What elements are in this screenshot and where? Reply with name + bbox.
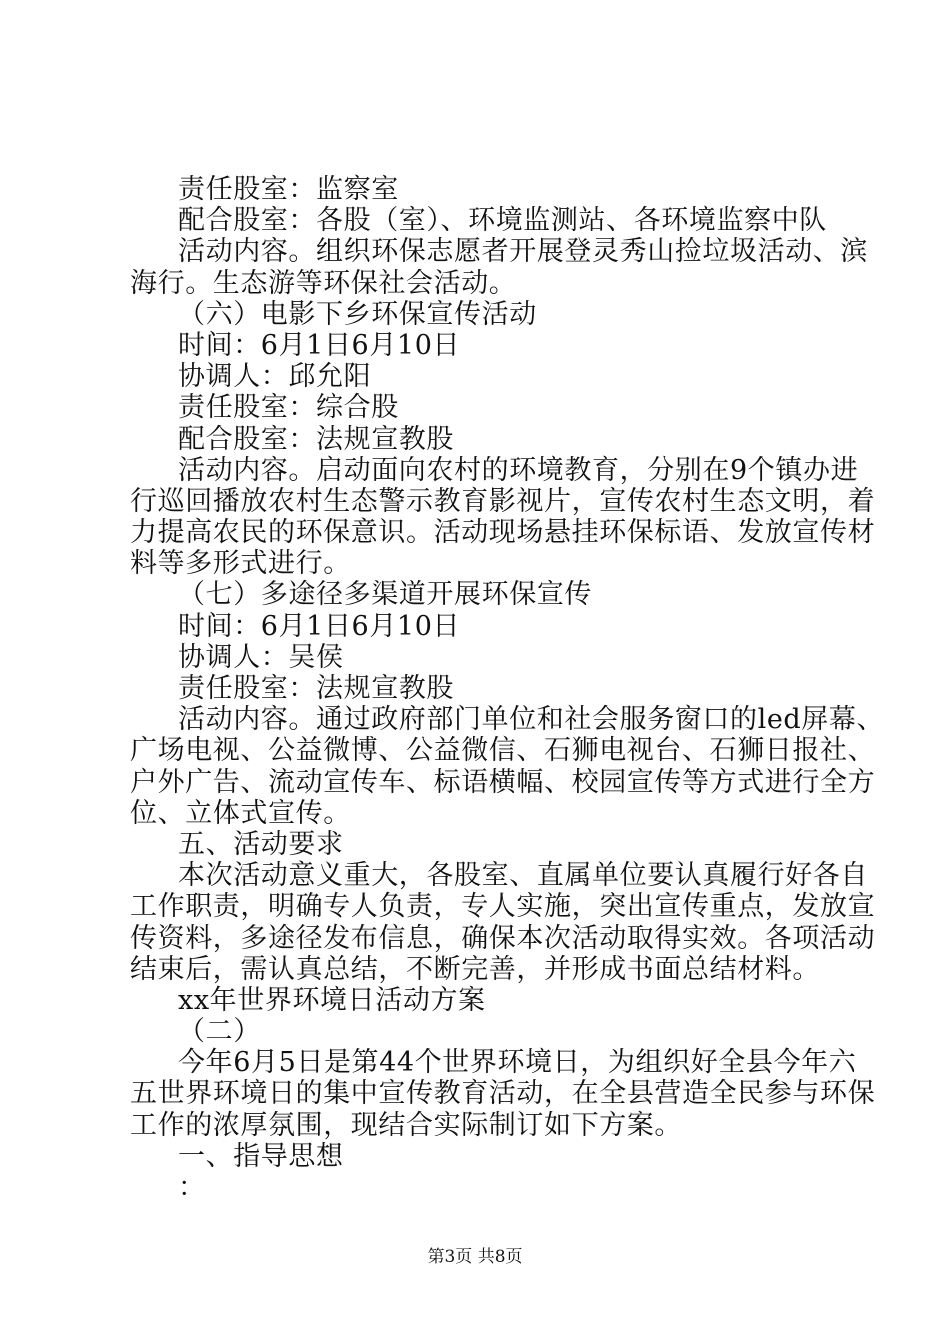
text-line: 行巡回播放农村生态警示教育影视片，宣传农村生态文明，着 xyxy=(130,485,876,517)
text-line: 活动内容。组织环保志愿者开展登灵秀山捡垃圾活动、滨 xyxy=(178,236,868,268)
text-line: 协调人：邱允阳 xyxy=(178,361,372,393)
text-line: 活动内容。启动面向农村的环境教育，分别在9个镇办进 xyxy=(178,454,859,486)
text-line: ： xyxy=(178,1172,206,1203)
text-line: 户外广告、流动宣传车、标语横幅、校园宣传等方式进行全方 xyxy=(130,766,876,798)
text-line: 责任股室：法规宣教股 xyxy=(178,673,454,704)
text-line: xx年世界环境日活动方案 xyxy=(178,984,486,1016)
text-line: 位、立体式宣传。 xyxy=(130,797,351,829)
text-line: 海行。生态游等环保社会活动。 xyxy=(130,267,517,299)
text-line: 结束后，需认真总结，不断完善，并形成书面总结材料。 xyxy=(130,953,820,985)
text-line: 时间：6月1日6月10日 xyxy=(178,329,461,361)
text-line: 料等多形式进行。 xyxy=(130,548,351,580)
text-line: 工作职责，明确专人负责，专人实施，突出宣传重点，发放宣 xyxy=(130,891,876,923)
text-line: （六）电影下乡环保宣传活动 xyxy=(178,298,537,330)
text-line: 时间：6月1日6月10日 xyxy=(178,610,461,642)
text-line: 配合股室：法规宣教股 xyxy=(178,423,454,455)
text-line: 责任股室：监察室 xyxy=(178,174,399,205)
text-line: 协调人：吴侯 xyxy=(178,641,344,673)
page-footer: 第3页 共8页 xyxy=(427,1247,523,1267)
text-line: 传资料，多途径发布信息，确保本次活动取得实效。各项活动 xyxy=(130,922,876,954)
text-line: 工作的浓厚氛围，现结合实际制订如下方案。 xyxy=(130,1109,682,1141)
text-line: 责任股室：综合股 xyxy=(178,392,399,424)
text-line: 今年6月5日是第44个世界环境日，为组织好全县今年六 xyxy=(178,1047,857,1079)
document-body xyxy=(130,174,885,1203)
text-line: 五世界环境日的集中宣传教育活动，在全县营造全民参与环保 xyxy=(130,1078,876,1110)
text-line: 五、活动要求 xyxy=(178,828,344,860)
text-line: 活动内容。通过政府部门单位和社会服务窗口的led屏幕、 xyxy=(178,704,885,736)
text-line: （二） xyxy=(178,1016,261,1048)
text-line: 力提高农民的环保意识。活动现场悬挂环保标语、发放宣传材 xyxy=(130,517,876,549)
text-line: 广场电视、公益微博、公益微信、石狮电视台、石狮日报社、 xyxy=(130,735,876,767)
text-line: 本次活动意义重大，各股室、直属单位要认真履行好各自 xyxy=(178,860,868,892)
text-line: 一、指导思想 xyxy=(178,1140,344,1172)
text-line: （七）多途径多渠道开展环保宣传 xyxy=(178,579,592,611)
text-line: 配合股室：各股（室）、环境监测站、各环境监察中队 xyxy=(178,205,827,237)
